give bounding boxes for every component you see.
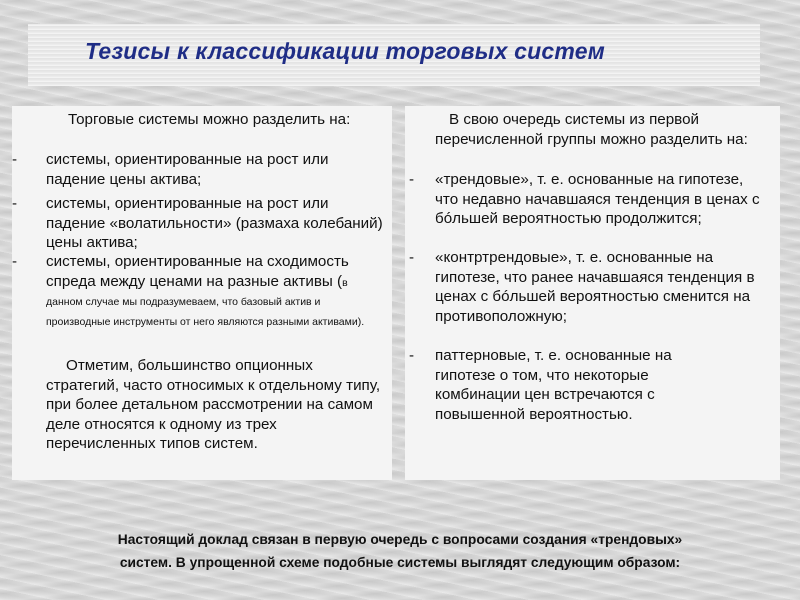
right-bullet-1-dash: -	[409, 171, 415, 188]
slide-title: Тезисы к классификации торговых систем	[85, 38, 605, 64]
left-bullet-3-dash: -	[12, 253, 18, 270]
footer-note	[0, 528, 800, 574]
left-bullet-2: системы, ориентированные на рост или падение «волатильности» (размаха колебаний) цены актива;	[46, 195, 383, 252]
left-bullet-1: системы, ориентированные на рост или падение цены актива;	[46, 151, 329, 188]
left-bullet-1-dash: -	[12, 151, 18, 168]
footer-line-2: систем. В упрощенной схеме подобные системы выглядят следующим образом:	[119, 555, 681, 570]
left-bullet-3	[46, 252, 382, 330]
left-bullet-3-text: системы, ориентированные на сходимость спреда между ценами на разные активы (	[46, 253, 349, 290]
left-closing: Отметим, большинство опционных стратегий, часто относимых к отдельному типу, при более детальном рассмотрении на самом деле относятся к одному из трех перечисленных типов систем.	[46, 357, 381, 453]
left-intro: Торговые системы можно разделить на:	[68, 111, 351, 128]
left-bullet-2-dash: -	[12, 195, 18, 212]
right-bullet-3: паттерновые, т. е. основанные на гипотезе о том, что некоторые комбинации цен встречаются с повышенной вероятностью.	[435, 347, 672, 423]
right-intro: В свою очередь системы из первой перечисленной группы можно разделить на:	[435, 111, 748, 148]
right-bullet-1: «трендовые», т. е. основанные на гипотезе, что недавно начавшаяся тенденция в ценах с бóльшей вероятностью продолжится;	[435, 171, 760, 228]
footer-line-1: Настоящий доклад связан в первую очередь с вопросами создания «трендовых»	[117, 532, 683, 547]
right-bullet-2: «контртрендовые», т. е. основанные на гипотезе, что ранее начавшаяся тенденция в ценах с бóльшей вероятностью сменится на противоположную;	[435, 249, 755, 325]
left-bullet-3-note: в данном случае мы подразумеваем, что базовый актив и производные инструменты от него являются разными активами).	[46, 276, 365, 328]
right-bullet-3-dash: -	[409, 347, 415, 364]
right-column	[405, 106, 780, 480]
left-column	[12, 106, 392, 480]
right-bullet-2-dash: -	[409, 249, 415, 266]
